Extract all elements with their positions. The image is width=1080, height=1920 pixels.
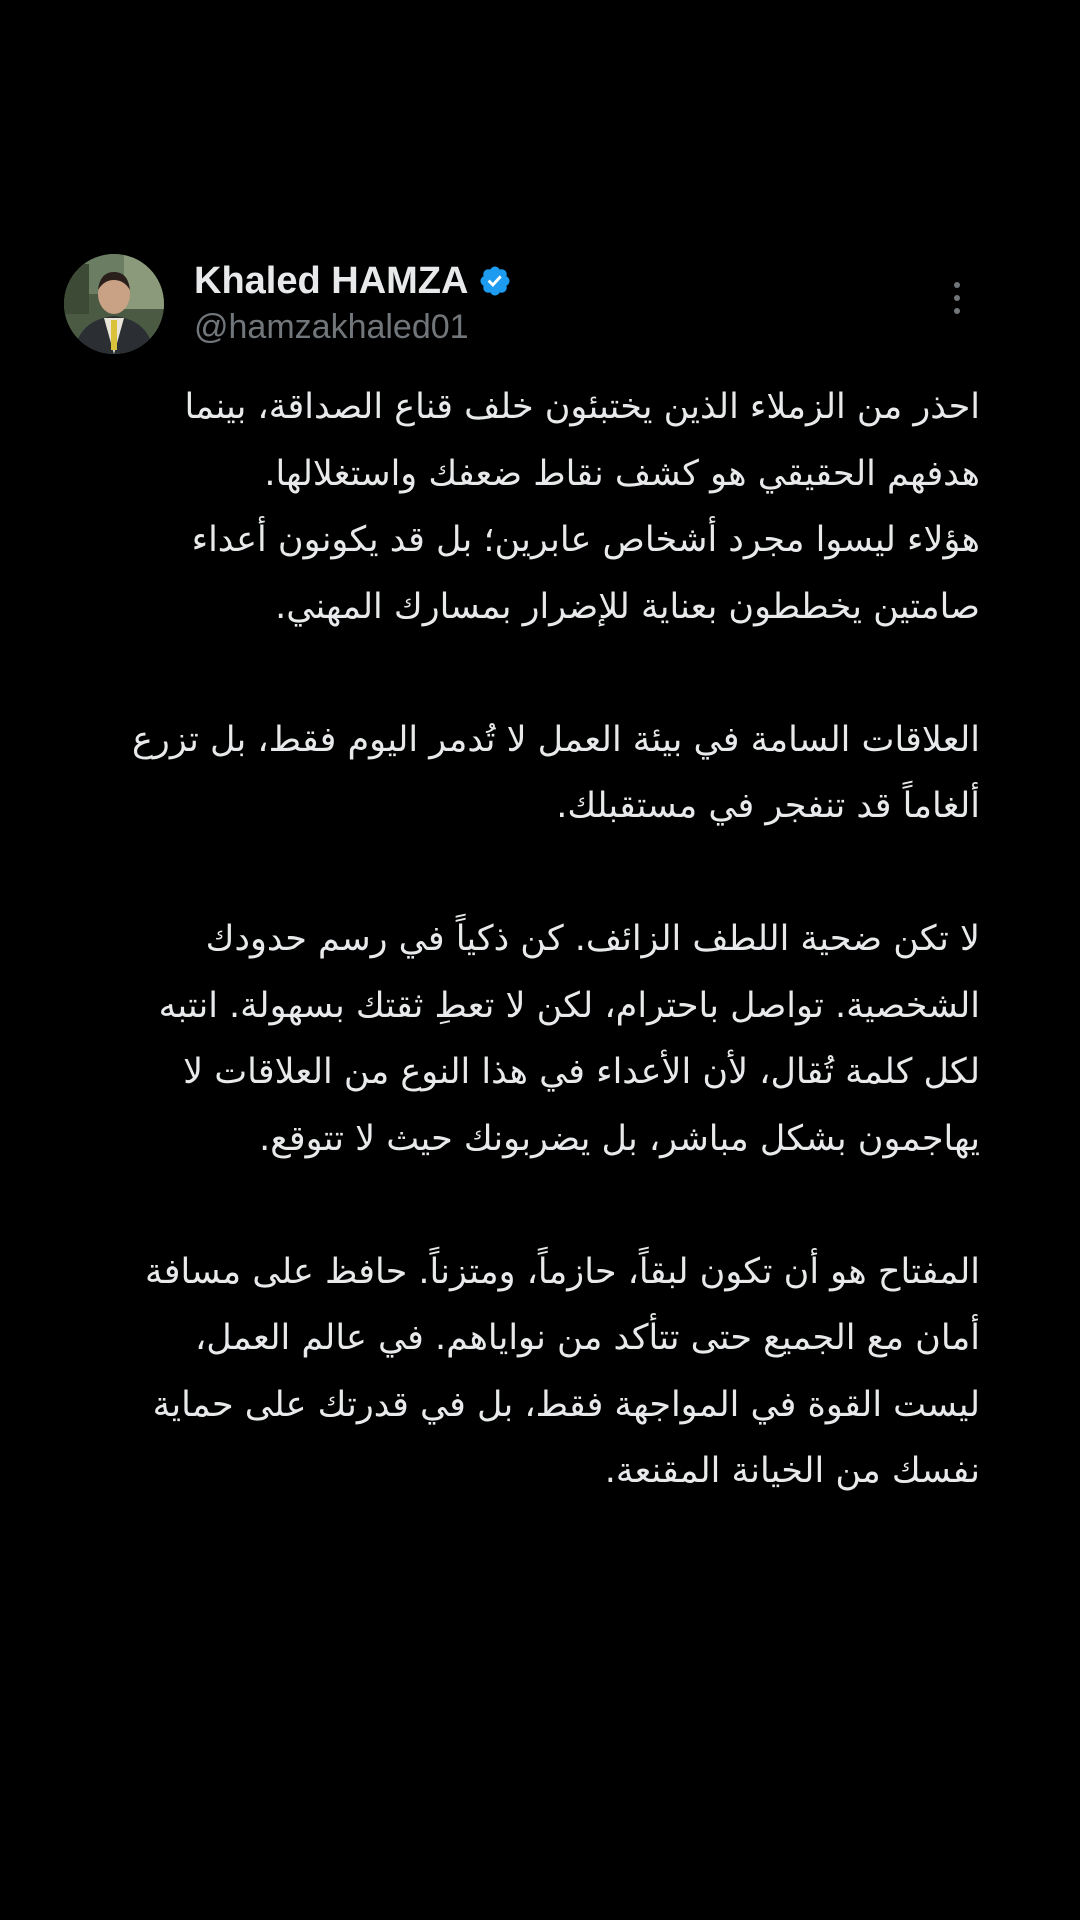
more-dot: [954, 308, 960, 314]
more-vertical-icon[interactable]: [942, 278, 972, 318]
avatar[interactable]: [64, 254, 164, 354]
author-handle[interactable]: @hamzakhaled01: [194, 308, 469, 346]
author-name-row: [194, 256, 512, 306]
tweet-paragraph: المفتاح هو أن تكون لبقاً، حازماً، ومتزناً. حافظ على مسافة أمان مع الجميع حتى تتأكد من نواياهم. في عالم العمل، ليست القوة في المواجهة فقط، بل في قدرتك على حماية نفسك من الخيانة المقنعة.: [145, 1251, 980, 1491]
author-display-name[interactable]: Khaled HAMZA: [194, 259, 469, 302]
avatar-photo: [64, 254, 164, 354]
more-dot: [954, 282, 960, 288]
tweet-paragraph: العلاقات السامة في بيئة العمل لا تُدمر اليوم فقط، بل تزرع ألغاماً قد تنفجر في مستقبلك.: [132, 719, 980, 826]
tweet-paragraph: احذر من الزملاء الذين يختبئون خلف قناع الصداقة، بينما هدفهم الحقيقي هو كشف نقاط ضعفك واستغلالها. هؤلاء ليسوا مجرد أشخاص عابرين؛ بل قد يكونون أعداء صامتين يخططون بعناية للإضرار بمسارك المهني.: [184, 387, 980, 627]
tweet-card[interactable]: [64, 254, 980, 1491]
verified-badge-icon[interactable]: [478, 264, 512, 298]
author-info: [194, 256, 512, 347]
more-dot: [954, 295, 960, 301]
tweet-text: [70, 374, 980, 1505]
tweet-header: [64, 254, 980, 354]
tweet-paragraph: لا تكن ضحية اللطف الزائف. كن ذكياً في رسم حدودك الشخصية. تواصل باحترام، لكن لا تعطِ ثقتك بسهولة. انتبه لكل كلمة تُقال، لأن الأعداء في هذا النوع من العلاقات لا يهاجمون بشكل مباشر، بل يضربونك حيث لا تتوقع.: [158, 919, 980, 1159]
